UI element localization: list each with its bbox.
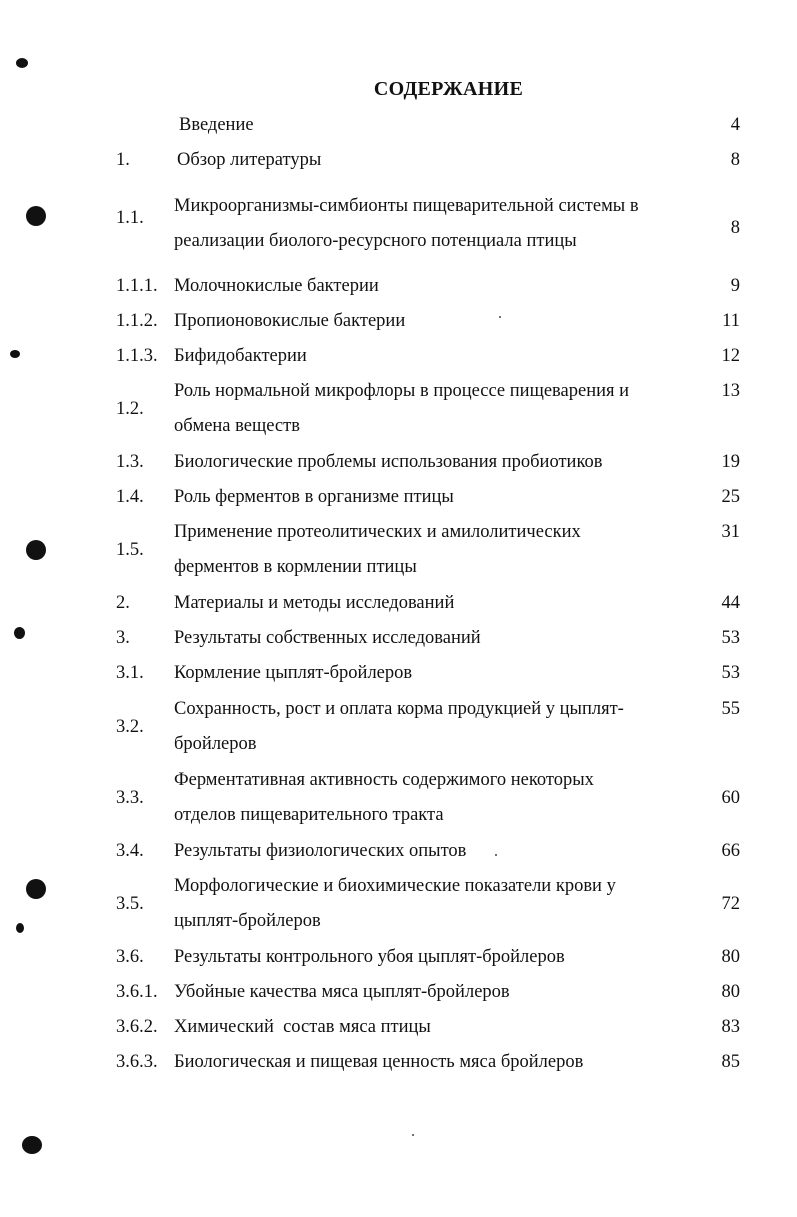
toc-entry-number: 1.3. <box>116 452 144 472</box>
toc-entry-number: 3.1. <box>116 663 144 683</box>
toc-entry-page: 4 <box>730 115 740 135</box>
toc-entry-number: 3.6.1. <box>116 982 158 1002</box>
toc-entry-page: 60 <box>721 788 740 808</box>
toc-entry-page: 11 <box>722 311 740 331</box>
toc-entry-title-cont: обмена веществ <box>174 416 300 436</box>
toc-entry-number: 1.2. <box>116 399 144 419</box>
binder-hole-mark <box>26 540 46 560</box>
toc-entry-page: 72 <box>721 894 740 914</box>
toc-entry-page: 66 <box>721 841 740 861</box>
toc-entry-page: 12 <box>721 346 740 366</box>
toc-entry-title: Результаты собственных исследований <box>174 628 481 648</box>
toc-entry-number: 3.6.3. <box>116 1052 158 1072</box>
toc-entry-title: Ферментативная активность содержимого некоторых <box>174 770 594 790</box>
toc-entry-title-cont: отделов пищеварительного тракта <box>174 805 444 825</box>
binder-hole-mark <box>10 350 20 358</box>
toc-entry-page: 8 <box>730 218 740 238</box>
toc-entry-page: 85 <box>721 1052 740 1072</box>
binder-hole-mark <box>14 627 25 639</box>
page-title: СОДЕРЖАНИЕ <box>373 78 524 100</box>
toc-entry-title-cont: ферментов в кормлении птицы <box>174 557 417 577</box>
toc-entry-number: 3.4. <box>116 841 144 861</box>
toc-entry-title: Роль ферментов в организме птицы <box>174 487 454 507</box>
toc-entry-page: 8 <box>730 150 740 170</box>
toc-entry-page: 80 <box>721 982 740 1002</box>
toc-entry-title: Результаты физиологических опытов <box>174 841 467 861</box>
toc-entry-number: 3.2. <box>116 717 144 737</box>
toc-entry-title: Бифидобактерии <box>174 346 307 366</box>
toc-entry-page: 80 <box>721 947 740 967</box>
scan-speck <box>495 854 497 856</box>
binder-hole-mark <box>22 1136 42 1154</box>
toc-entry-number: 3. <box>116 628 130 648</box>
binder-hole-mark <box>16 923 24 933</box>
toc-entry-page: 31 <box>721 522 740 542</box>
toc-entry-title: Биологические проблемы использования пробиотиков <box>174 452 603 472</box>
toc-entry-title: Убойные качества мяса цыплят-бройлеров <box>174 982 510 1002</box>
binder-hole-mark <box>26 879 46 899</box>
toc-entry-title: Кормление цыплят-бройлеров <box>174 663 413 683</box>
binder-hole-mark <box>26 206 46 226</box>
toc-entry-title: Результаты контрольного убоя цыплят-бройлеров <box>174 947 565 967</box>
toc-entry-title-cont: бройлеров <box>174 734 257 754</box>
toc-entry-number: 3.5. <box>116 894 144 914</box>
toc-entry-title: Морфологические и биохимические показатели крови у <box>174 876 616 896</box>
toc-entry-title: Микроорганизмы-симбионты пищеварительной системы в <box>174 196 639 216</box>
binder-hole-mark <box>16 58 28 68</box>
toc-entry-page: 55 <box>721 699 740 719</box>
toc-entry-title: Применение протеолитических и амилолитических <box>174 522 581 542</box>
toc-entry-number: 3.3. <box>116 788 144 808</box>
toc-entry-number: 1.4. <box>116 487 144 507</box>
toc-entry-number: 1.1. <box>116 208 144 228</box>
toc-entry-title: Введение <box>179 115 254 135</box>
toc-entry-number: 1.1.2. <box>116 311 158 331</box>
toc-entry-number: 1.5. <box>116 540 144 560</box>
toc-entry-page: 44 <box>721 593 740 613</box>
toc-entry-page: 19 <box>721 452 740 472</box>
toc-entry-title-cont: цыплят-бройлеров <box>174 911 321 931</box>
toc-entry-title: Химический состав мяса птицы <box>174 1017 431 1037</box>
toc-entry-page: 9 <box>730 276 740 296</box>
toc-entry-number: 3.6.2. <box>116 1017 158 1037</box>
toc-entry-title: Молочнокислые бактерии <box>174 276 379 296</box>
toc-entry-number: 3.6. <box>116 947 144 967</box>
toc-entry-page: 13 <box>721 381 740 401</box>
toc-entry-title: Материалы и методы исследований <box>174 593 455 613</box>
toc-entry-title: Биологическая и пищевая ценность мяса бройлеров <box>174 1052 584 1072</box>
toc-entry-page: 25 <box>721 487 740 507</box>
scan-speck <box>499 316 501 318</box>
toc-entry-number: 2. <box>116 593 130 613</box>
toc-entry-title: Роль нормальной микрофлоры в процессе пищеварения и <box>174 381 630 401</box>
toc-entry-page: 53 <box>721 663 740 683</box>
toc-entry-number: 1. <box>116 150 130 170</box>
toc-entry-title: Сохранность, рост и оплата корма продукцией у цыплят- <box>174 699 624 719</box>
toc-entry-title: Обзор литературы <box>177 150 322 170</box>
toc-entry-page: 53 <box>721 628 740 648</box>
toc-entry-number: 1.1.3. <box>116 346 158 366</box>
scan-speck <box>412 1134 414 1136</box>
toc-entry-title: Пропионовокислые бактерии <box>174 311 406 331</box>
toc-entry-number: 1.1.1. <box>116 276 158 296</box>
toc-entry-page: 83 <box>721 1017 740 1037</box>
toc-entry-title-cont: реализации биолого-ресурсного потенциала птицы <box>174 231 577 251</box>
